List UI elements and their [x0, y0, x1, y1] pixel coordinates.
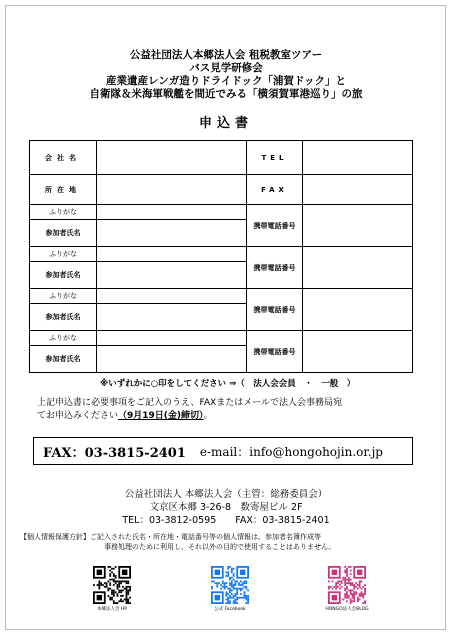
qr-code-blog[interactable] — [328, 566, 366, 604]
deadline: （9月19日(金)締切） — [118, 411, 204, 421]
qr-code-hp[interactable] — [93, 566, 131, 604]
org-name: 公益社団法人 本郷法人会（主管：総務委員会） — [124, 489, 328, 500]
participant-mobile-field[interactable] — [303, 289, 413, 331]
qr-code-facebook[interactable] — [211, 566, 249, 604]
furigana-label: ふりがな — [30, 205, 97, 220]
fax-label: FAX — [247, 175, 303, 205]
participant-name-label: 参加者氏名 — [30, 304, 97, 331]
instruction-line-2 — [37, 410, 213, 423]
privacy-notice — [20, 532, 335, 552]
participant-name-label: 参加者氏名 — [30, 262, 97, 289]
participant-name-label: 参加者氏名 — [30, 346, 97, 373]
participant-furigana-field[interactable] — [97, 289, 247, 304]
privacy-line-2: 事務処理のために利用し、それ以外の目的で使用することはありません。 — [104, 543, 336, 551]
tel-label: TEL — [247, 141, 303, 175]
mobile-label: 携帯電話番号 — [247, 289, 303, 331]
header-line-1: 公益社団法人本郷法人会 租税教室ツアー — [129, 49, 323, 61]
company-field[interactable] — [97, 141, 247, 175]
instruction-end: 。 — [203, 411, 213, 421]
participant-mobile-field[interactable] — [303, 331, 413, 373]
form-title: 申込書 — [198, 116, 253, 131]
participant-furigana-field[interactable] — [97, 205, 247, 220]
address-label: 所在地 — [30, 175, 97, 205]
org-address: 文京区本郷 3-26-8 数寄屋ビル 2F — [149, 502, 303, 513]
qr-caption-blog: HONGO法人会BLOG — [325, 607, 369, 612]
tel-field[interactable] — [303, 141, 413, 175]
participant-name-field[interactable] — [97, 346, 247, 373]
header-line-3: 産業遺産レンガ造りドライドック「浦賀ドック」と — [105, 75, 347, 87]
mobile-label: 携帯電話番号 — [247, 247, 303, 289]
participant-name-field[interactable] — [97, 304, 247, 331]
company-label: 会社名 — [30, 141, 97, 175]
member-type-hint: ※いずれかに○印をしてください ⇒（ 法人会会員 ・ 一般 ） — [100, 379, 356, 389]
qr-caption-facebook: 公式 Facebook — [214, 607, 246, 612]
qr-caption-hp: 本郷法人会 HP — [96, 607, 128, 612]
furigana-label: ふりがな — [30, 289, 97, 304]
contact-fax: FAX：03-3815-2401 — [43, 445, 186, 461]
instruction-text: てお申込みください — [37, 411, 119, 421]
mobile-label: 携帯電話番号 — [247, 331, 303, 373]
application-form — [29, 140, 413, 373]
org-phones: TEL：03-3812-0595 FAX：03-3815-2401 — [122, 515, 330, 526]
participant-mobile-field[interactable] — [303, 205, 413, 247]
participant-name-field[interactable] — [97, 262, 247, 289]
contact-box — [33, 437, 413, 465]
participant-mobile-field[interactable] — [303, 247, 413, 289]
instruction-line-1: 上記申込書に必要事項をご記入のうえ、FAXまたはメールで法人会事務局宛 — [37, 398, 343, 408]
header-line-4: 自衛隊＆米海軍戦艦を間近でみる「横須賀軍港巡り」の旅 — [89, 88, 363, 100]
furigana-label: ふりがな — [30, 247, 97, 262]
furigana-label: ふりがな — [30, 331, 97, 346]
participant-furigana-field[interactable] — [97, 247, 247, 262]
address-field[interactable] — [97, 175, 247, 205]
participant-furigana-field[interactable] — [97, 331, 247, 346]
mobile-label: 携帯電話番号 — [247, 205, 303, 247]
participant-name-label: 参加者氏名 — [30, 220, 97, 247]
contact-email[interactable]: e-mail：info@hongohojin.or.jp — [199, 444, 383, 459]
header-line-2: バス見学研修会 — [189, 62, 263, 74]
fax-field[interactable] — [303, 175, 413, 205]
participant-name-field[interactable] — [97, 220, 247, 247]
privacy-line-1: 【個人情報保護方針】ご記入された氏名・所在地・電話番号等の個人情報は、参加者名簿作成等 — [20, 533, 321, 541]
